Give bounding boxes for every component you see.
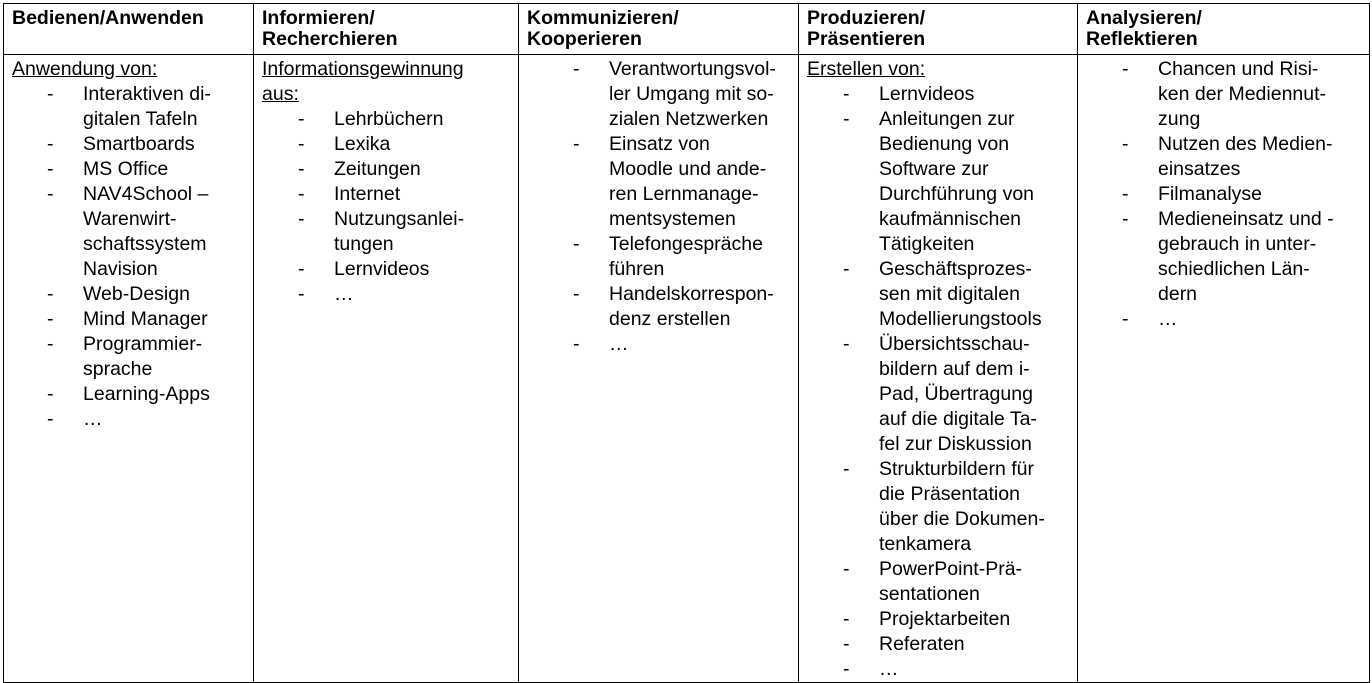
competency-table: [3, 3, 1370, 683]
dash-bullet: -: [1122, 208, 1129, 230]
list-item: [12, 82, 247, 132]
header-label: Informieren/ Recherchieren: [262, 7, 398, 50]
list-item-text: Strukturbildern für die Präsentation über die Dokumen- tenkamera: [879, 458, 1045, 555]
list-item-text: Nutzen des Medien- einsatzes: [1158, 133, 1333, 180]
dash-bullet: -: [573, 58, 580, 80]
item-list: [807, 82, 1071, 682]
header-analysieren-reflektieren: [1078, 4, 1370, 55]
item-list: [1086, 57, 1363, 332]
dash-bullet: -: [47, 158, 54, 180]
cell-analysieren-reflektieren: [1078, 55, 1370, 683]
list-item: [262, 132, 512, 157]
list-item: [262, 182, 512, 207]
dash-bullet: -: [843, 258, 850, 280]
list-item-text: Lehrbüchern: [334, 108, 444, 130]
dash-bullet: -: [1122, 183, 1129, 205]
list-item: [527, 332, 792, 357]
header-label: Analysieren/ Reflektieren: [1086, 7, 1202, 50]
dash-bullet: -: [1122, 58, 1129, 80]
dash-bullet: -: [47, 383, 54, 405]
dash-bullet: -: [843, 558, 850, 580]
list-item-text: Projektarbeiten: [879, 608, 1011, 630]
list-item: [12, 282, 247, 307]
dash-bullet: -: [298, 108, 305, 130]
list-item: [807, 332, 1071, 457]
dash-bullet: -: [843, 633, 850, 655]
dash-bullet: -: [47, 408, 54, 430]
dash-bullet: -: [843, 108, 850, 130]
dash-bullet: -: [573, 133, 580, 155]
list-item-text: MS Office: [83, 158, 169, 180]
list-item-text: Programmier- sprache: [83, 333, 203, 380]
list-item-text: Medieneinsatz und - gebrauch in unter- schiedlichen Län- dern: [1158, 208, 1334, 305]
dash-bullet: -: [47, 333, 54, 355]
list-item: [12, 132, 247, 157]
cell-informieren-recherchieren: [254, 55, 519, 683]
list-item-text: Nutzungsanlei- tungen: [334, 208, 465, 255]
list-item-text: NAV4School – Warenwirt- schaftssystem Navision: [83, 183, 209, 280]
header-produzieren-praesentieren: [799, 4, 1078, 55]
list-item: [807, 457, 1071, 557]
list-item: [12, 182, 247, 282]
list-item-text: Lernvideos: [334, 258, 430, 280]
list-item: [527, 232, 792, 282]
dash-bullet: -: [843, 458, 850, 480]
header-kommunizieren-kooperieren: [519, 4, 799, 55]
list-item: [527, 132, 792, 232]
list-item: [12, 407, 247, 432]
list-item-text: …: [879, 658, 899, 680]
dash-bullet: -: [298, 183, 305, 205]
header-informieren-recherchieren: [254, 4, 519, 55]
list-item: [527, 57, 792, 132]
header-label: Bedienen/Anwenden: [12, 7, 204, 29]
list-item: [807, 257, 1071, 332]
dash-bullet: -: [47, 283, 54, 305]
cell-bedienen-anwenden: [4, 55, 254, 683]
cell-kommunizieren-kooperieren: [519, 55, 799, 683]
list-item-text: Web-Design: [83, 283, 190, 305]
cell-intro: Anwendung von:: [12, 58, 158, 80]
list-item-text: Referaten: [879, 633, 965, 655]
list-item: [1086, 207, 1363, 307]
cell-intro: Informationsgewinnung aus:: [262, 58, 464, 105]
list-item-text: PowerPoint-Prä- sentationen: [879, 558, 1023, 605]
cell-intro: Erstellen von:: [807, 58, 926, 80]
list-item-text: Telefongespräche führen: [609, 233, 763, 280]
item-list: [527, 57, 792, 357]
list-item-text: Einsatz von Moodle und ande- ren Lernmanage- mentsystemen: [609, 133, 767, 230]
header-label: Kommunizieren/ Kooperieren: [527, 7, 679, 50]
dash-bullet: -: [298, 133, 305, 155]
dash-bullet: -: [47, 308, 54, 330]
list-item: [807, 657, 1071, 682]
list-item-text: Mind Manager: [83, 308, 208, 330]
list-item-text: Lexika: [334, 133, 391, 155]
dash-bullet: -: [573, 283, 580, 305]
list-item: [12, 157, 247, 182]
dash-bullet: -: [47, 83, 54, 105]
list-item-text: …: [334, 283, 354, 305]
list-item: [262, 257, 512, 282]
dash-bullet: -: [47, 183, 54, 205]
dash-bullet: -: [843, 83, 850, 105]
list-item: [807, 107, 1071, 257]
dash-bullet: -: [843, 658, 850, 680]
list-item: [1086, 307, 1363, 332]
header-row: [4, 4, 1370, 55]
dash-bullet: -: [47, 133, 54, 155]
list-item-text: Verantwortungsvol- ler Umgang mit so- zialen Netzwerken: [609, 58, 776, 130]
list-item-text: Übersichtsschau- bildern auf dem i- Pad, Übertragung auf die digitale Ta- fel zur Diskussion: [879, 333, 1037, 455]
list-item: [807, 607, 1071, 632]
list-item-text: Zeitungen: [334, 158, 421, 180]
list-item-text: Handelskorrespon- denz erstellen: [609, 283, 774, 330]
list-item: [262, 157, 512, 182]
item-list: [262, 107, 512, 307]
dash-bullet: -: [843, 608, 850, 630]
header-label: Produzieren/ Präsentieren: [807, 7, 926, 50]
dash-bullet: -: [298, 158, 305, 180]
dash-bullet: -: [298, 258, 305, 280]
header-bedienen-anwenden: [4, 4, 254, 55]
dash-bullet: -: [298, 208, 305, 230]
dash-bullet: -: [843, 333, 850, 355]
list-item: [12, 307, 247, 332]
list-item: [807, 557, 1071, 607]
dash-bullet: -: [573, 233, 580, 255]
item-list: [12, 82, 247, 432]
list-item: [262, 207, 512, 257]
list-item-text: …: [1158, 308, 1178, 330]
list-item: [12, 382, 247, 407]
list-item-text: Anleitungen zur Bedienung von Software zur Durchführung von kaufmännischen Tätigkeiten: [879, 108, 1035, 255]
list-item-text: Interaktiven di- gitalen Tafeln: [83, 83, 211, 130]
list-item-text: Learning-Apps: [83, 383, 210, 405]
dash-bullet: -: [1122, 308, 1129, 330]
list-item: [12, 332, 247, 382]
list-item-text: Chancen und Risi- ken der Mediennut- zung: [1158, 58, 1327, 130]
list-item-text: Lernvideos: [879, 83, 975, 105]
list-item-text: Smartboards: [83, 133, 195, 155]
list-item: [1086, 57, 1363, 132]
list-item: [262, 282, 512, 307]
dash-bullet: -: [573, 333, 580, 355]
dash-bullet: -: [1122, 133, 1129, 155]
body-row: [4, 55, 1370, 683]
list-item: [1086, 182, 1363, 207]
list-item-text: Geschäftsprozes- sen mit digitalen Modellierungstools: [879, 258, 1042, 330]
list-item-text: …: [83, 408, 103, 430]
dash-bullet: -: [298, 283, 305, 305]
list-item: [1086, 132, 1363, 182]
list-item: [807, 82, 1071, 107]
list-item: [527, 282, 792, 332]
list-item: [807, 632, 1071, 657]
list-item-text: Filmanalyse: [1158, 183, 1263, 205]
list-item: [262, 107, 512, 132]
list-item-text: Internet: [334, 183, 401, 205]
cell-produzieren-praesentieren: [799, 55, 1078, 683]
list-item-text: …: [609, 333, 629, 355]
